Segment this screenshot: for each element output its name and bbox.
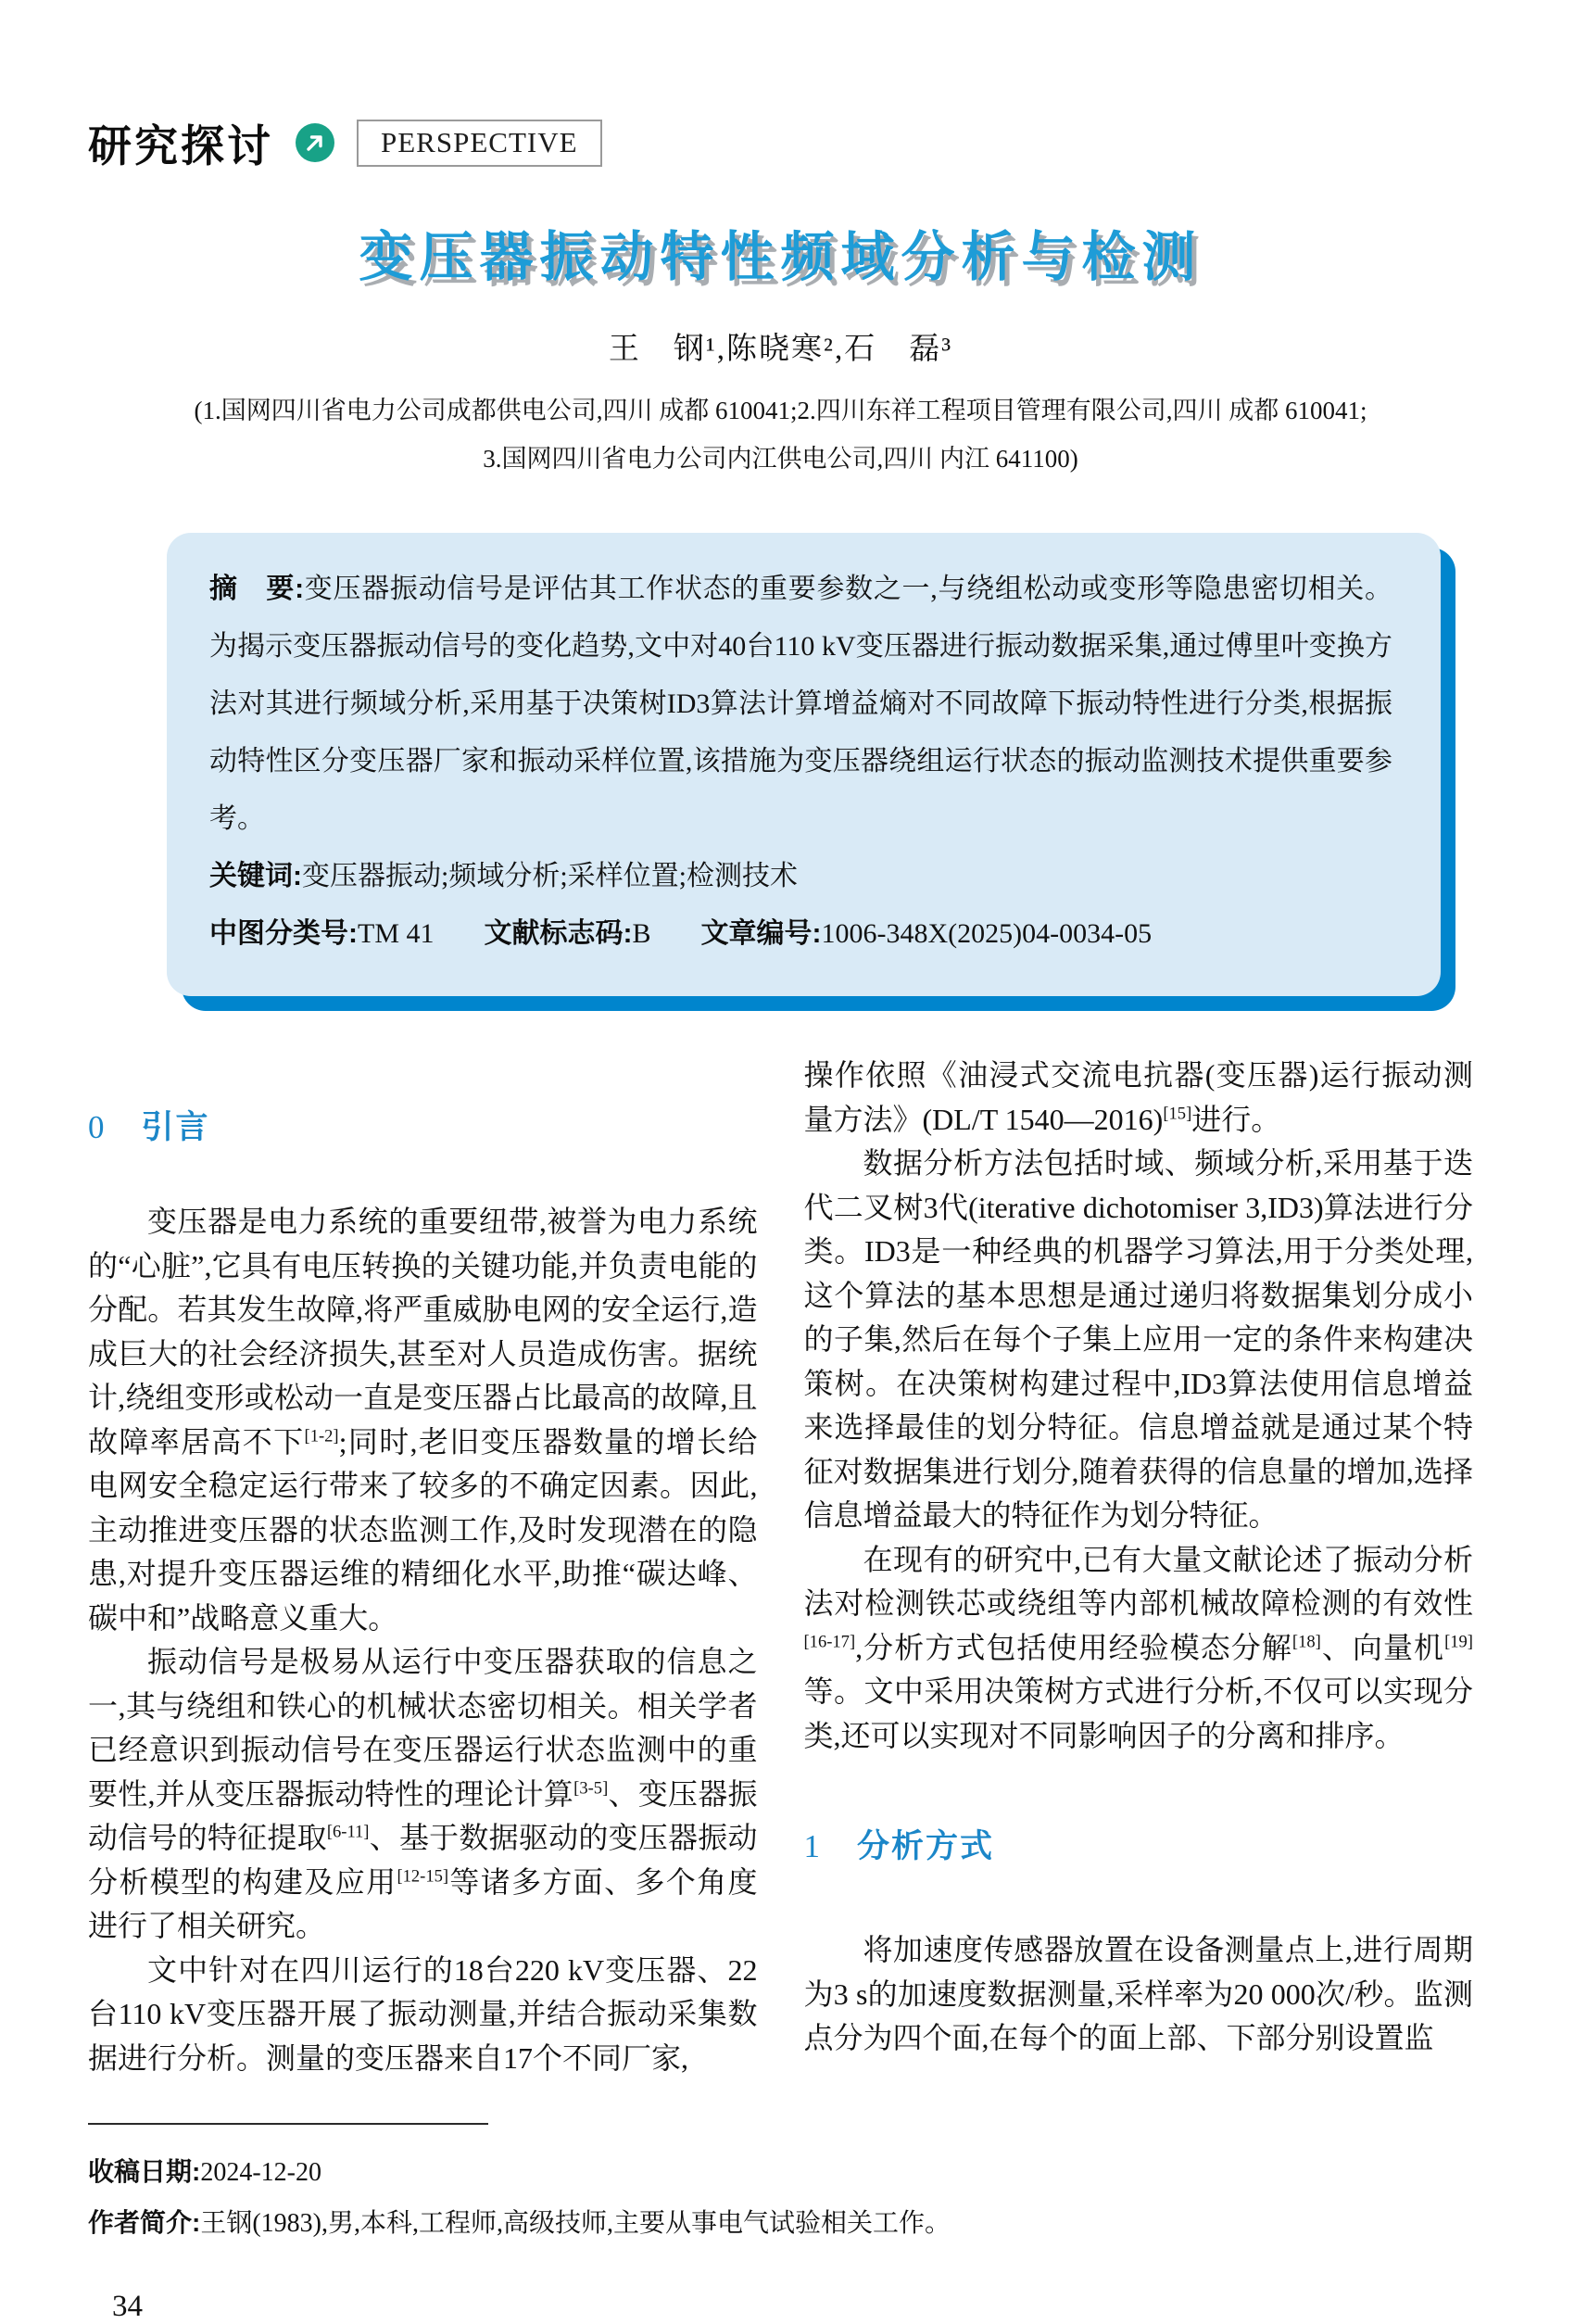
paragraph: 操作依照《油浸式交流电抗器(变压器)运行振动测量方法》(DL/T 1540—2016)[15]进行。 (803, 1058, 1473, 1136)
author-bio-line (88, 2198, 1473, 2249)
abstract-box (167, 533, 1441, 996)
section-heading-intro (88, 1102, 758, 1148)
authors-line: 王 钢¹,陈晓寒²,石 磊³ (608, 333, 953, 366)
doc-code-label: 文献标志码: (484, 918, 633, 949)
clc-value: TM 41 (358, 918, 435, 949)
author-bio-label: 作者简介: (88, 2208, 201, 2237)
category-label-en: PERSPECTIVE (357, 120, 602, 167)
paragraph: 将加速度传感器放置在设备测量点上,进行周期为3 s的加速度数据测量,采样率为20 000次/秒。监测点分为四个面,在每个的面上部、下部分别设置监 (803, 1933, 1473, 2054)
author-bio-value: 王钢(1983),男,本科,工程师,高级技师,主要从事电气试验相关工作。 (200, 2209, 951, 2238)
arrow-up-right-icon (296, 123, 334, 162)
doc-code-value: B (632, 918, 651, 949)
affiliations (88, 386, 1473, 483)
section-heading-method (804, 1821, 1474, 1867)
keywords-line (209, 848, 1392, 905)
article-id-label: 文章编号: (700, 918, 822, 949)
article-id-value: 1006-348X(2025)04-0034-05 (821, 918, 1153, 949)
section-title: 引言 (141, 1109, 210, 1145)
meta-line (209, 905, 1392, 963)
received-date-line (88, 2147, 1473, 2198)
affiliation-line-1: (1.国网四川省电力公司成都供电公司,四川 成都 610041;2.四川东祥工程项目管理有限公司,四川 成都 610041; (194, 397, 1367, 424)
clc-label: 中图分类号: (209, 918, 358, 949)
received-date-value: 2024-12-20 (200, 2158, 321, 2187)
body-columns (88, 1054, 1473, 2080)
paragraph: 在现有的研究中,已有大量文献论述了振动分析法对检测铁芯或绕组等内部机械故障检测的有效性[16-17],分析方式包括使用经验模态分解[18]、向量机[19]等。文中采用决策树方式进行分析,不仅可以实现分类,还可以实现对不同影响因子的分离和排序。 (803, 1542, 1473, 1752)
page-footer (88, 2123, 1473, 2324)
abstract-text: 变压器振动信号是评估其工作状态的重要参数之一,与绕组松动或变形等隐患密切相关。为揭示变压器振动信号的变化趋势,文中对40台110 kV变压器进行振动数据采集,通过傅里叶变换方法对其进行频域分析,采用基于决策树ID3算法计算增益熵对不同故障下振动特性进行分类,根据振动特性区分变压器厂家和振动采样位置,该措施为变压器绕组运行状态的振动监测技术提供重要参考。 (209, 574, 1393, 834)
article-title: 变压器振动特性频域分析与检测 (359, 227, 1203, 287)
footnote-divider (88, 2123, 488, 2125)
paragraph: 振动信号是极易从运行中变压器获取的信息之一,其与绕组和铁心的机械状态密切相关。相关学者已经意识到振动信号在变压器运行状态监测中的重要性,并从变压器振动特性的理论计算[3-5]、变压器振动信号的特征提取[6-11]、基于数据驱动的变压器振动分析模型的构建及应用[12-15]等诸多方面、多个角度进行了相关研究。 (88, 1645, 758, 1942)
paragraph: 文中针对在四川运行的18台220 kV变压器、22台110 kV变压器开展了振动测量,并结合振动采集数据进行分析。测量的变压器来自17个不同厂家, (88, 1952, 758, 2075)
section-number: 1 (803, 1828, 820, 1864)
page-number: 34 (112, 2290, 143, 2323)
keywords-text: 变压器振动;频域分析;采样位置;检测技术 (302, 861, 799, 891)
keywords-label: 关键词: (209, 861, 302, 891)
paragraph: 变压器是电力系统的重要纽带,被誉为电力系统的“心脏”,它具有电压转换的关键功能,并负责电能的分配。若其发生故障,将严重威胁电网的安全运行,造成巨大的社会经济损失,甚至对人员造成伤害。据统计,绕组变形或松动一直是变压器占比最高的故障,且故障率居高不下[1-2];同时,老旧变压器数量的增长给电网安全稳定运行带来了较多的不确定因素。因此,主动推进变压器的状态监测工作,及时发现潜在的隐患,对提升变压器运维的精细化水平,助推“碳达峰、碳中和”战略意义重大。 (88, 1205, 758, 1635)
section-number: 0 (88, 1109, 105, 1145)
left-column (88, 1054, 758, 2080)
right-column (804, 1054, 1474, 2080)
abstract-label: 摘 要: (209, 574, 305, 604)
received-date-label: 收稿日期: (88, 2157, 201, 2186)
category-label-cn: 研究探讨 (88, 120, 273, 171)
paragraph: 数据分析方法包括时域、频域分析,采用基于迭代二叉树3代(iterative dichotomiser 3,ID3)算法进行分类。ID3是一种经典的机器学习算法,用于分类处理,这个算法的基本思想是通过递归将数据集划分成小的子集,然后在每个子集上应用一定的条件来构建决策树。在决策树构建过程中,ID3算法使用信息增益来选择最佳的划分特征。信息增益就是通过某个特征对数据集进行划分,随着获得的信息量的增加,选择信息增益最大的特征作为划分特征。 (803, 1146, 1473, 1532)
affiliation-line-2: 3.国网四川省电力公司内江供电公司,四川 内江 641100) (483, 445, 1078, 473)
abstract-paragraph (209, 561, 1392, 848)
page-header (88, 109, 1473, 176)
section-title: 分析方式 (857, 1828, 995, 1864)
